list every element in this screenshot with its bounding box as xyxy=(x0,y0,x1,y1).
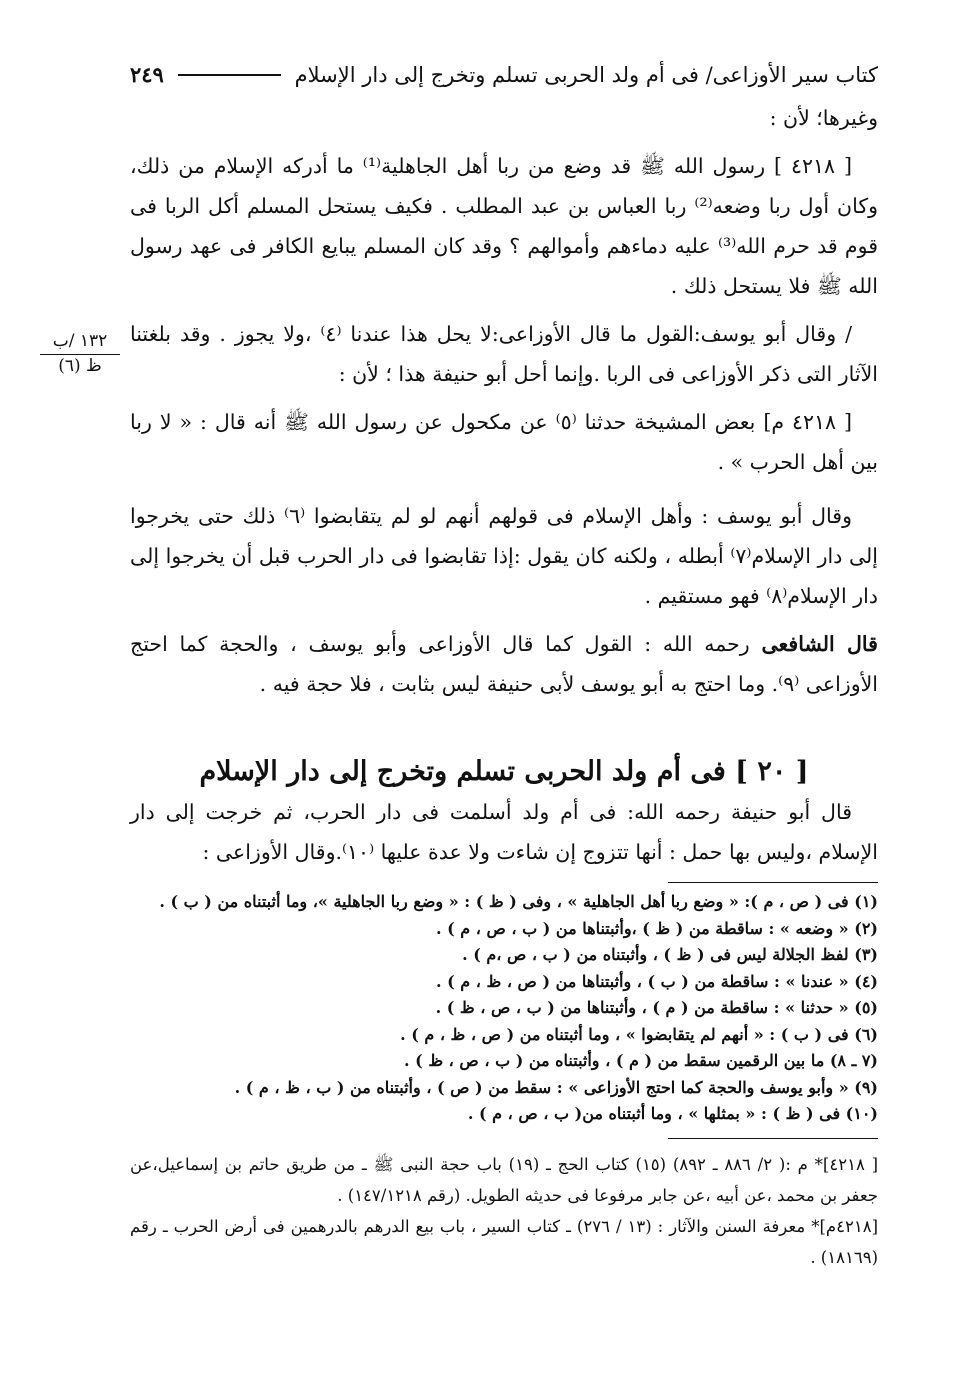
footnote-item: (٢) « وضعه » : ساقطة من ( ظ ) ،وأثبتناها من ( ب ، ص ، م ) . xyxy=(436,918,878,938)
paragraph-abu-hanifa: قال أبو حنيفة رحمه الله: فى أم ولد أسلمت فى دار الحرب، ثم خرجت إلى دار الإسلام ،وليس بها حمل : أنها تتزوج إن شاءت ولا عدة عليها ⁽١٠⁾.وقال الأوزاعى : xyxy=(130,800,878,864)
paragraph-abu-yusuf-2: وقال أبو يوسف : وأهل الإسلام فى قولهم أنهم لو لم يتقابضوا ⁽٦⁾ ذلك حتى يخرجوا إلى دار الإسلام⁽٧⁾ أبطله ، ولكنه كان يقول :إذا تقابضوا فى دار الحرب قبل أن يخرجوا إلى دار الإسلام⁽٨⁾ فهو مستقيم . xyxy=(130,504,878,608)
margin-manuscript-note xyxy=(40,330,120,377)
page-body xyxy=(130,60,878,1273)
margin-note-folio: ١٣٢ /ب xyxy=(40,330,120,355)
source-item: [٤٢١٨م]* معرفة السنن والآثار : (١٣ / ٢٧٦) ـ كتاب السير ، باب بيع الدرهم بالدرهمين فى أرض الحرب ـ رقم (١٨١٦٩) . xyxy=(130,1216,878,1267)
paragraph-hadith-4218: [ ٤٢١٨ ] رسول الله ﷺ قد وضع من ربا أهل الجاهلية⁽¹⁾ ما أدركه الإسلام من ذلك، وكان أول ربا وضعه⁽²⁾ ربا العباس بن عبد المطلب . فكيف يستحل المسلم أكل الربا فى قوم قد حرم الله⁽³⁾ عليه دماءهم وأموالهم ؟ وقد كان المسلم يبايع الكافر فى عهد رسول الله ﷺ فلا يستحل ذلك . xyxy=(130,154,879,298)
shafii-lead: قال الشافعى xyxy=(761,632,878,656)
margin-note-manuscript: ظ (٦) xyxy=(58,356,102,376)
section-title: [ ٢٠ ] فى أم ولد الحربى تسلم وتخرج إلى دار الإسلام xyxy=(199,756,809,787)
paragraph-shafii xyxy=(130,624,878,704)
footnote-item: (٤) « عندنا » : ساقطة من ( ب ) ، وأثبتناها من ( ص ، ظ ، م ) . xyxy=(435,971,878,991)
footnotes xyxy=(130,889,878,1128)
paragraph-hadith-4218m: [ ٤٢١٨ م] بعض المشيخة حدثنا ⁽٥⁾ عن مكحول عن رسول الله ﷺ أنه قال : « لا ربا بين أهل الحرب » . xyxy=(130,410,878,474)
footnote-item: (١٠) فى ( ظ ) : « بمثلها » ، وما أثبتناه من( ب ، ص ، م ) . xyxy=(467,1104,878,1123)
shafii-text: رحمه الله : القول كما قال الأوزاعى وأبو يوسف ، والحجة كما احتج الأوزاعى ⁽٩⁾. وما احتج به أبو يوسف لأبى حنيفة ليس بثابت ، فلا حجة فيه . xyxy=(130,632,878,696)
footnote-divider xyxy=(668,882,878,883)
page-number: ٢٤٩ xyxy=(130,62,164,87)
footnote-item: (٧ ـ ٨) ما بين الرقمين سقط من ( م ) ، وأثبتناه من ( ب ، ص ، ظ ) . xyxy=(404,1051,878,1070)
source-item: [ ٤٢١٨]* م :( ٢/ ٨٨٦ ـ ٨٩٢) (١٥) كتاب الحج ـ (١٩) باب حجة النبى ﷺ ـ من طريق حاتم بن إسماعيل،عن جعفر بن محمد ،عن أبيه ،عن جابر مرفوعا فى حديثه الطويل. (رقم ١٤٧/١٢١٨) . xyxy=(130,1154,879,1205)
paragraph-intro: وغيرها؛ لأن : xyxy=(769,106,878,130)
running-header xyxy=(130,60,878,90)
header-title: كتاب سير الأوزاعى/ فى أم ولد الحربى تسلم وتخرج إلى دار الإسلام xyxy=(294,63,878,87)
header-rule xyxy=(178,74,281,76)
footnote-item: (٣) لفظ الجلالة ليس فى ( ظ ) ، وأثبتناه من ( ب ، ص ،م ) . xyxy=(462,945,878,964)
footnote-item: (٩) « وأبو يوسف والحجة كما احتج الأوزاعى » : سقط من ( ص ) ، وأثبتناه من ( ب ، ظ ، م ) . xyxy=(234,1077,878,1097)
paragraph-abu-yusuf-1: / وقال أبو يوسف:القول ما قال الأوزاعى:لا يحل هذا عندنا ⁽٤⁾ ،ولا يجوز . وقد بلغتنا الآثار التى ذكر الأوزاعى فى الربا .وإنما أحل أبو حنيفة هذا ؛ لأن : xyxy=(130,322,878,386)
footnote-item: (٦) فى ( ب ) : « أنهم لم يتقابضوا » ، وما أثبتناه من ( ص ، ظ ، م ) . xyxy=(400,1024,878,1044)
footnote-item: (٥) « حدثنا » : ساقطة من ( م ) ، وأثبتناها من ( ب ، ص ، ظ ) . xyxy=(435,998,878,1017)
footnote-item: (١) فى ( ص ، م ): « وضع ربا أهل الجاهلية » ، وفى ( ظ ) : « وضع ربا الجاهلية »، وما أثبتناه من ( ب ) . xyxy=(159,892,878,911)
source-references xyxy=(130,1149,878,1273)
source-divider xyxy=(668,1138,878,1139)
